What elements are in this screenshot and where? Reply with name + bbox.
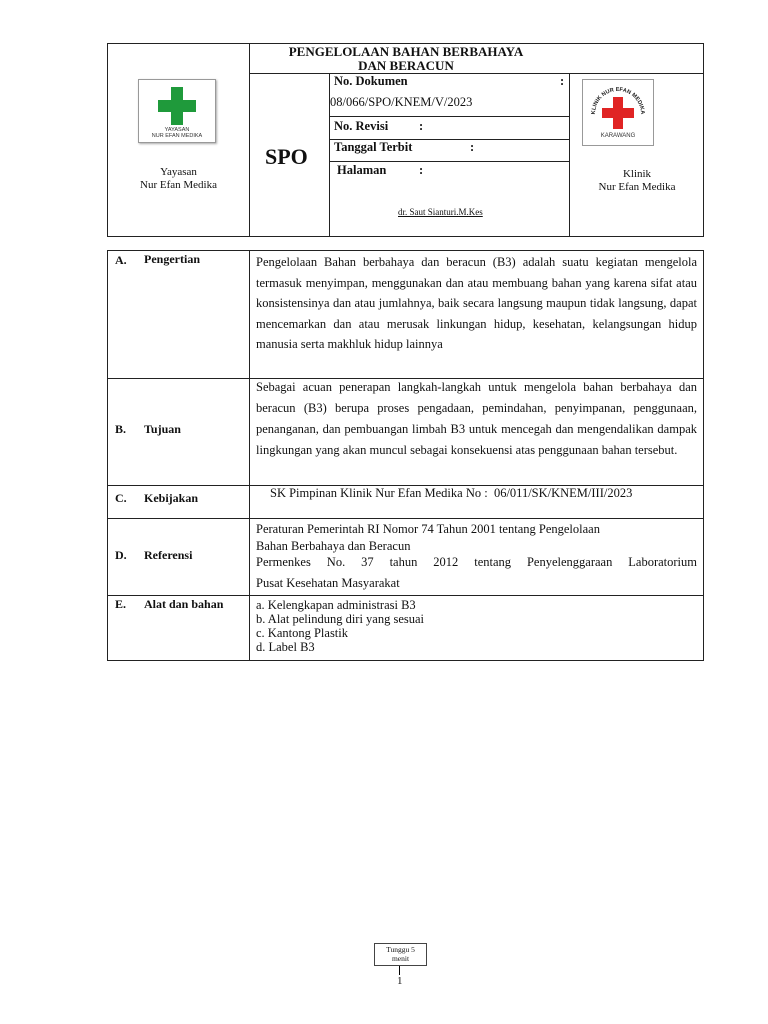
- section-e-letter: E.: [115, 597, 127, 611]
- yayasan-logo-text1: YAYASAN: [164, 127, 190, 133]
- table-row-divider-4: [108, 595, 704, 596]
- left-org-line1: Yayasan: [160, 166, 197, 178]
- right-org-name: [569, 168, 705, 194]
- section-d-label: Referensi: [144, 548, 193, 562]
- waiting-note-line1: Tunggu 5: [386, 945, 415, 954]
- section-d-letter: D.: [115, 548, 127, 562]
- green-cross-icon: [158, 87, 196, 125]
- section-e-item: c. Kantong Plastik: [256, 626, 349, 640]
- section-e-item: b. Alat pelindung diri yang sesuai: [256, 612, 425, 626]
- document-title: [251, 45, 561, 73]
- section-e-item: a. Kelengkapan administrasi B3: [256, 598, 416, 612]
- section-c-label: Kebijakan: [144, 491, 199, 505]
- left-org-name: [108, 166, 249, 192]
- document-title-line2: DAN BERACUN: [358, 58, 454, 73]
- section-a-label: Pengertian: [144, 252, 200, 266]
- section-a-text: Pengelolaan Bahan berbahaya dan beracun (B3) adalah suatu kegiatan mengelola termasuk menyimpan, menggunakan dan atau membuang bahan yang karena sifat atau konsistensinya dan atau jumlahnya, baik secara langsung maupun tidak langsung, dapat mencemarkan dan atau merusak linkungan hidup, kesehatan, kelangsungan hidup manusia serta makhluk hidup lainnya: [256, 255, 697, 351]
- left-org-line2: Nur Efan Medika: [140, 179, 217, 191]
- spo-label: SPO: [265, 144, 308, 169]
- document-header: [107, 43, 704, 237]
- section-a-letter: A.: [115, 253, 127, 267]
- header-row-divider-1: [329, 116, 569, 117]
- no-dokumen-value: 08/066/SPO/KNEM/V/2023: [330, 95, 473, 109]
- waiting-note-line2: menit: [391, 954, 410, 963]
- klinik-logo-icon: [583, 80, 653, 145]
- no-revisi-colon: :: [419, 119, 424, 133]
- section-b-text: Sebagai acuan penerapan langkah-langkah untuk mengelola bahan berbahaya dan beracun (B3) berupa proses pengadaan, pemindahan, penyimpanan, penggunaan, penanganan, dan pembuangan limbah B3 untuk mencegah dan mengendalikan dampak lingkungan yang akan muncul sebagai konsekuensi atas penggunaan bahan tersebut.: [256, 380, 697, 457]
- table-column-divider: [249, 251, 250, 661]
- right-org-line1: Klinik: [622, 168, 652, 180]
- yayasan-logo: [138, 79, 216, 143]
- procedure-table: [107, 250, 704, 661]
- section-c-text: SK Pimpinan Klinik Nur Efan Medika No : 06/011/SK/KNEM/III/2023: [270, 486, 633, 500]
- tanggal-terbit-label: Tanggal Terbit: [334, 140, 413, 154]
- header-divider-right: [569, 74, 570, 237]
- section-e-item: d. Label B3: [256, 640, 315, 654]
- svg-text:KLINIK NUR EFAN MEDIKA: KLINIK NUR EFAN MEDIKA: [590, 86, 646, 115]
- section-e-label: Alat dan bahan: [144, 597, 224, 611]
- section-d-line2: Bahan Berbahaya dan Beracun: [256, 539, 411, 553]
- klinik-logo: [582, 79, 654, 146]
- section-c-letter: C.: [115, 491, 127, 505]
- header-title-divider: [249, 73, 704, 74]
- yayasan-logo-text2: NUR EFAN MEDIKA: [151, 133, 203, 139]
- halaman-label: Halaman: [337, 163, 387, 177]
- doctor-signature-name: dr. Saut Sianturi.M.Kes: [398, 207, 483, 217]
- halaman-colon: :: [419, 163, 424, 177]
- table-row-divider-3: [108, 518, 704, 519]
- klinik-logo-bottom-text: KARAWANG: [600, 133, 636, 139]
- no-dokumen-label: No. Dokumen: [334, 74, 408, 88]
- section-d-line1: Peraturan Pemerintah RI Nomor 74 Tahun 2001 tentang Pengelolaan: [256, 522, 600, 536]
- section-b-label: Tujuan: [144, 422, 181, 436]
- section-b-letter: B.: [115, 422, 127, 436]
- section-d-line4: Pusat Kesehatan Masyarakat: [256, 576, 400, 590]
- header-row-divider-3: [329, 161, 569, 162]
- no-dokumen-colon: :: [560, 74, 565, 88]
- right-org-line2: Nur Efan Medika: [598, 181, 676, 193]
- section-d-line3: Permenkes No. 37 tahun 2012 tentang Penyelenggaraan Laboratorium: [256, 555, 697, 569]
- tanggal-terbit-colon: :: [470, 140, 475, 154]
- connector-line: [399, 966, 400, 975]
- document-title-line1: PENGELOLAAN BAHAN BERBAHAYA: [288, 44, 524, 59]
- page-number: 1: [397, 975, 403, 987]
- waiting-note-box: [374, 943, 427, 966]
- no-revisi-label: No. Revisi: [334, 119, 389, 133]
